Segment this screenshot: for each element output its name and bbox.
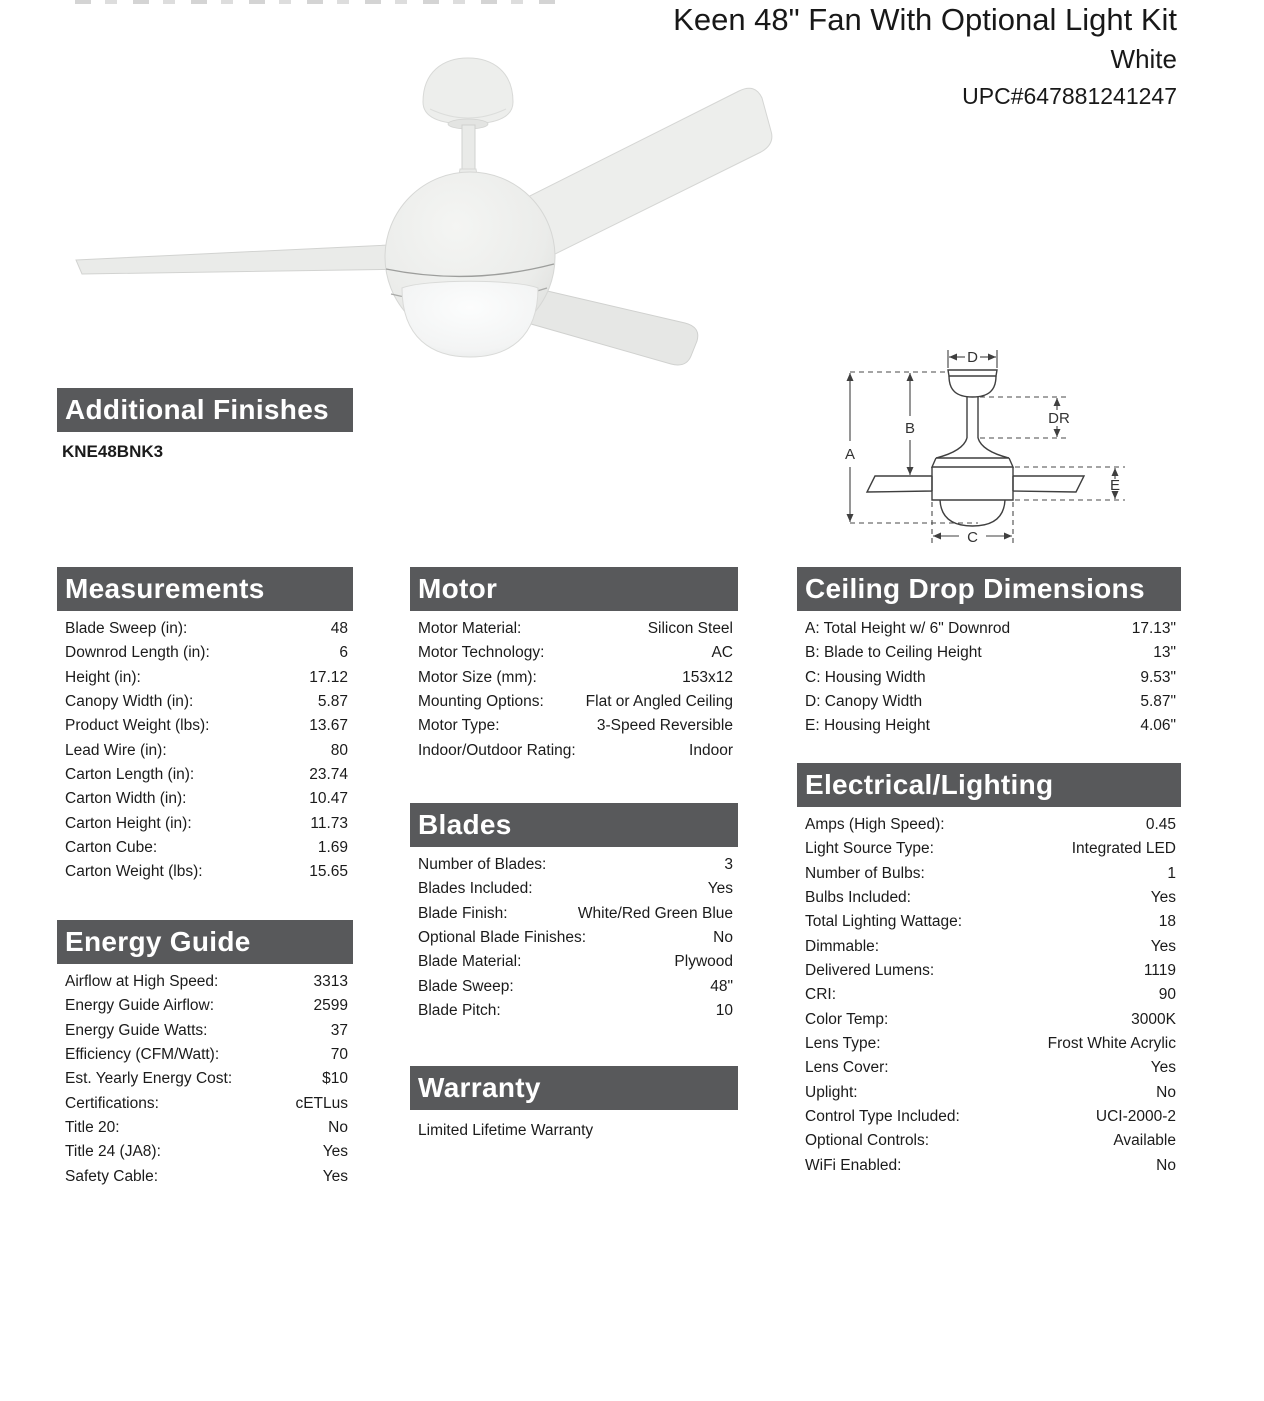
- fan-light-dome: [402, 281, 538, 357]
- spec-label: Mounting Options:: [418, 693, 544, 711]
- electrical-lighting-section: [797, 763, 1181, 1178]
- spec-value: 1.69: [317, 839, 348, 857]
- spec-label: Uplight:: [805, 1083, 858, 1101]
- electrical-lighting-header: Electrical/Lighting: [797, 763, 1181, 807]
- spec-label: Certifications:: [65, 1094, 159, 1112]
- spec-row: [410, 950, 738, 974]
- spec-row: [797, 935, 1181, 959]
- spec-label: Blade Sweep (in):: [65, 620, 188, 637]
- spec-value: Yes: [322, 1143, 348, 1161]
- additional-finishes-section: [57, 388, 353, 462]
- spec-row: [410, 690, 738, 714]
- spec-row: [797, 617, 1181, 641]
- spec-label: D: Canopy Width: [805, 693, 923, 711]
- spec-label: Energy Guide Airflow:: [65, 997, 215, 1015]
- spec-value: 90: [1158, 986, 1176, 1004]
- motor-section: [410, 567, 738, 763]
- spec-row: [797, 1129, 1181, 1153]
- spec-value: Indoor: [689, 741, 733, 759]
- spec-label: Carton Weight (lbs):: [65, 863, 203, 881]
- spec-label: Motor Size (mm):: [418, 668, 537, 686]
- ceiling-drop-header: Ceiling Drop Dimensions: [797, 567, 1181, 611]
- spec-row: [57, 994, 353, 1018]
- motor-rows: [410, 617, 738, 763]
- spec-row: [797, 1154, 1181, 1178]
- spec-value: 10: [715, 1002, 733, 1020]
- spec-row: [797, 983, 1181, 1007]
- spec-label: Carton Height (in):: [65, 814, 192, 832]
- energy-guide-header: Energy Guide: [57, 920, 353, 964]
- spec-value: 70: [330, 1046, 348, 1064]
- spec-value: $10: [322, 1070, 348, 1088]
- diagram-label-a: A: [844, 446, 856, 463]
- energy-guide-rows: [57, 970, 353, 1189]
- spec-value: 1119: [1143, 962, 1176, 980]
- spec-row: [410, 999, 738, 1023]
- spec-label: A: Total Height w/ 6" Downrod: [805, 620, 1011, 637]
- spec-row: [57, 1116, 353, 1140]
- spec-label: WiFi Enabled:: [805, 1156, 902, 1174]
- spec-value: 6: [339, 644, 348, 662]
- motor-header: Motor: [410, 567, 738, 611]
- spec-value: 5.87": [1140, 693, 1176, 711]
- spec-value: No: [1156, 1156, 1176, 1174]
- spec-value: Available: [1113, 1132, 1176, 1150]
- spec-label: Motor Material:: [418, 620, 522, 637]
- spec-value: 1: [1167, 864, 1176, 882]
- spec-label: Lens Type:: [805, 1035, 881, 1053]
- spec-value: 48: [330, 620, 348, 637]
- diagram-label-b: B: [904, 420, 916, 437]
- spec-value: 23.74: [309, 766, 348, 784]
- spec-row: [797, 1081, 1181, 1105]
- spec-label: Dimmable:: [805, 937, 880, 955]
- spec-value: 17.12: [309, 668, 348, 686]
- spec-label: Energy Guide Watts:: [65, 1021, 208, 1039]
- spec-label: Blades Included:: [418, 880, 533, 898]
- spec-row: [410, 902, 738, 926]
- spec-row: [57, 690, 353, 714]
- spec-row: [410, 877, 738, 901]
- fan-blade-left: [76, 244, 412, 274]
- spec-label: Number of Blades:: [418, 856, 547, 873]
- spec-label: Safety Cable:: [65, 1167, 159, 1185]
- spec-value: 4.06": [1140, 717, 1176, 735]
- spec-value: 153x12: [682, 668, 733, 686]
- spec-label: Number of Bulbs:: [805, 864, 925, 882]
- blades-rows: [410, 853, 738, 1023]
- spec-row: [410, 714, 738, 738]
- spec-row: [797, 690, 1181, 714]
- spec-row: [797, 666, 1181, 690]
- spec-label: Product Weight (lbs):: [65, 717, 210, 735]
- product-upc: UPC#647881241247: [962, 83, 1177, 109]
- spec-label: CRI:: [805, 986, 836, 1004]
- spec-label: Airflow at High Speed:: [65, 973, 219, 990]
- spec-row: [797, 1032, 1181, 1056]
- spec-row: [57, 1067, 353, 1091]
- spec-value: 3: [724, 856, 733, 873]
- spec-row: [57, 1165, 353, 1189]
- spec-value: 48": [710, 977, 733, 995]
- spec-label: Delivered Lumens:: [805, 962, 935, 980]
- spec-label: Title 20:: [65, 1119, 120, 1137]
- spec-label: Height (in):: [65, 668, 141, 686]
- spec-label: Lens Cover:: [805, 1059, 889, 1077]
- spec-row: [57, 970, 353, 994]
- spec-label: Bulbs Included:: [805, 889, 911, 907]
- spec-value: 11.73: [310, 814, 348, 832]
- spec-row: [57, 1043, 353, 1067]
- spec-label: Est. Yearly Energy Cost:: [65, 1070, 233, 1088]
- additional-finishes-header: Additional Finishes: [57, 388, 353, 432]
- spec-label: Lead Wire (in):: [65, 741, 167, 759]
- spec-label: Carton Length (in):: [65, 766, 195, 784]
- spec-row: [57, 714, 353, 738]
- warranty-header: Warranty: [410, 1066, 738, 1110]
- spec-label: Blade Sweep:: [418, 977, 514, 995]
- measurements-section: [57, 567, 353, 885]
- fan-product-image: [55, 45, 780, 375]
- spec-label: Motor Type:: [418, 717, 500, 735]
- blades-header: Blades: [410, 803, 738, 847]
- spec-row: [410, 926, 738, 950]
- spec-row: [797, 886, 1181, 910]
- spec-row: [410, 641, 738, 665]
- spec-label: Color Temp:: [805, 1010, 889, 1028]
- spec-label: Downrod Length (in):: [65, 644, 210, 662]
- spec-value: AC: [711, 644, 733, 662]
- spec-row: [57, 1019, 353, 1043]
- spec-value: No: [713, 929, 733, 947]
- spec-value: 17.13": [1131, 620, 1176, 637]
- spec-label: Control Type Included:: [805, 1108, 960, 1126]
- spec-label: Optional Blade Finishes:: [418, 929, 587, 947]
- spec-row: [57, 836, 353, 860]
- spec-value: Frost White Acrylic: [1047, 1035, 1176, 1053]
- spec-value: 3313: [313, 973, 348, 990]
- spec-value: Silicon Steel: [647, 620, 733, 637]
- spec-value: Yes: [1150, 1059, 1176, 1077]
- spec-value: Yes: [322, 1167, 348, 1185]
- spec-label: Canopy Width (in):: [65, 693, 194, 711]
- spec-label: B: Blade to Ceiling Height: [805, 644, 982, 662]
- ceiling-drop-section: [797, 567, 1181, 739]
- blades-section: [410, 803, 738, 1023]
- spec-row: [57, 641, 353, 665]
- warranty-text: Limited Lifetime Warranty: [418, 1122, 594, 1139]
- spec-value: Integrated LED: [1071, 840, 1176, 858]
- spec-row: [410, 617, 738, 641]
- warranty-section: [410, 1066, 738, 1143]
- spec-label: Blade Material:: [418, 953, 522, 971]
- spec-row: [57, 666, 353, 690]
- spec-value: 37: [330, 1021, 348, 1039]
- product-title: Keen 48" Fan With Optional Light Kit: [673, 2, 1177, 37]
- cropped-text-artifact: [75, 0, 563, 4]
- spec-row: [57, 860, 353, 884]
- spec-row: [797, 837, 1181, 861]
- spec-row: [797, 641, 1181, 665]
- spec-value: 3000K: [1131, 1010, 1176, 1028]
- ceiling-drop-diagram: [828, 340, 1140, 562]
- diagram-label-d: D: [967, 349, 978, 366]
- ceiling-drop-rows: [797, 617, 1181, 739]
- spec-row: [410, 975, 738, 999]
- spec-row: [797, 1105, 1181, 1129]
- spec-value: No: [1156, 1083, 1176, 1101]
- electrical-lighting-rows: [797, 813, 1181, 1178]
- energy-guide-section: [57, 920, 353, 1189]
- spec-row: [797, 1056, 1181, 1080]
- spec-value: 3-Speed Reversible: [596, 717, 733, 735]
- spec-row: [57, 763, 353, 787]
- measurements-header: Measurements: [57, 567, 353, 611]
- spec-value: 10.47: [309, 790, 348, 808]
- spec-value: 9.53": [1140, 668, 1176, 686]
- spec-row: [57, 617, 353, 641]
- spec-row: [797, 910, 1181, 934]
- spec-label: Optional Controls:: [805, 1132, 930, 1150]
- spec-label: E: Housing Height: [805, 717, 930, 735]
- spec-value: 15.65: [309, 863, 348, 881]
- diagram-label-c: C: [967, 529, 978, 546]
- product-finish: White: [1110, 44, 1177, 74]
- diagram-label-dr: DR: [1048, 410, 1070, 427]
- spec-row: [797, 1008, 1181, 1032]
- finish-sku: KNE48BNK3: [62, 442, 164, 461]
- spec-label: Light Source Type:: [805, 840, 934, 858]
- spec-label: Title 24 (JA8):: [65, 1143, 161, 1161]
- spec-label: Carton Cube:: [65, 839, 158, 857]
- spec-row: [57, 787, 353, 811]
- spec-row: [797, 813, 1181, 837]
- spec-value: cETLus: [295, 1094, 348, 1112]
- fan-downrod: [462, 125, 475, 171]
- spec-label: Motor Technology:: [418, 644, 545, 662]
- spec-value: White/Red Green Blue: [577, 904, 733, 922]
- spec-row: [410, 853, 738, 877]
- spec-row: [410, 666, 738, 690]
- spec-value: 13": [1153, 644, 1176, 662]
- spec-value: 0.45: [1145, 816, 1176, 833]
- spec-value: 5.87: [317, 693, 348, 711]
- spec-label: Indoor/Outdoor Rating:: [418, 741, 576, 759]
- spec-value: UCI-2000-2: [1095, 1108, 1176, 1126]
- spec-label: Total Lighting Wattage:: [805, 913, 963, 931]
- spec-row: [797, 714, 1181, 738]
- spec-row: [797, 959, 1181, 983]
- spec-label: Blade Pitch:: [418, 1002, 501, 1020]
- spec-row: [57, 1092, 353, 1116]
- spec-value: 13.67: [309, 717, 348, 735]
- spec-value: 2599: [313, 997, 348, 1015]
- spec-row: [57, 739, 353, 763]
- spec-row: [57, 1140, 353, 1164]
- spec-value: 80: [330, 741, 348, 759]
- spec-row: [410, 739, 738, 763]
- spec-row: [57, 812, 353, 836]
- spec-label: Efficiency (CFM/Watt):: [65, 1046, 220, 1064]
- spec-label: Carton Width (in):: [65, 790, 187, 808]
- spec-label: Amps (High Speed):: [805, 816, 945, 833]
- diagram-label-e: E: [1109, 477, 1121, 494]
- spec-label: Blade Finish:: [418, 904, 508, 922]
- spec-value: Yes: [1150, 889, 1176, 907]
- spec-row: [797, 862, 1181, 886]
- fan-canopy: [423, 58, 513, 124]
- spec-value: Yes: [1150, 937, 1176, 955]
- spec-value: Yes: [707, 880, 733, 898]
- spec-value: Flat or Angled Ceiling: [585, 693, 733, 711]
- spec-value: Plywood: [674, 953, 733, 971]
- spec-label: C: Housing Width: [805, 668, 926, 686]
- spec-value: 18: [1158, 913, 1176, 931]
- spec-value: No: [328, 1119, 348, 1137]
- measurements-rows: [57, 617, 353, 885]
